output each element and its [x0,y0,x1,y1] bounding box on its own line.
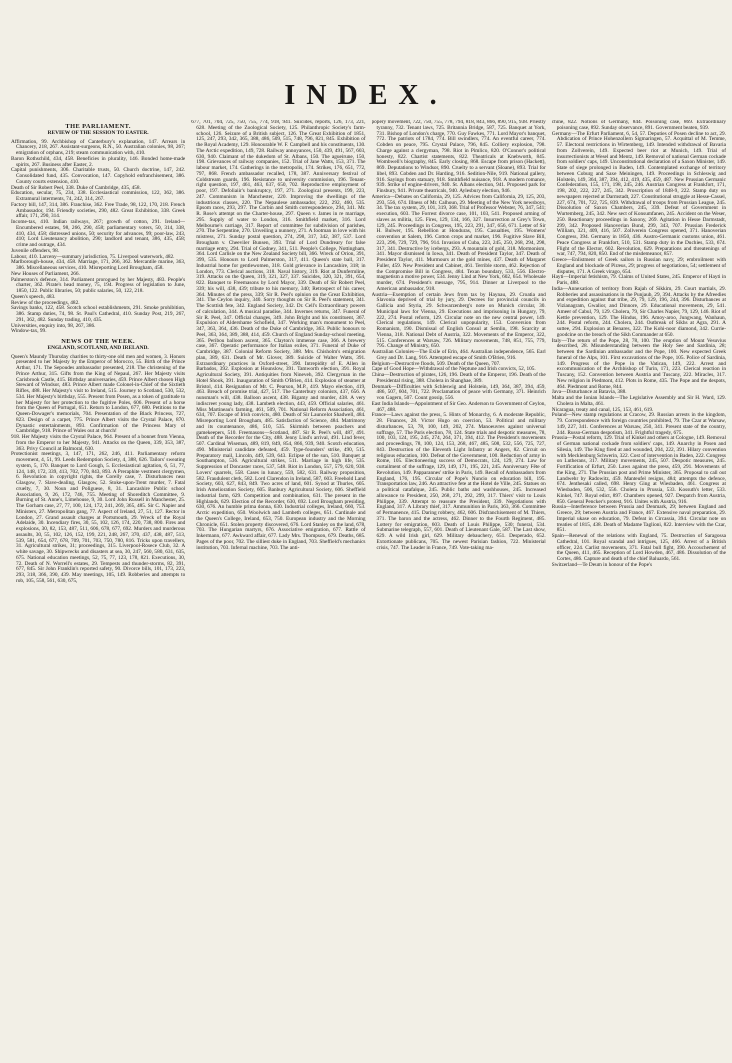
index-entry: Poland—New stamp regulations at Cracow, 29. Russian arrests in the kingdom, 79. Correspondence with foreign countries prohibited, 79. The Czar at Warsaw, 149, 227, 341. Conferences at Warsaw, 250, 341. Present state of the country, 244. Russo-German despotism, 341. Frightful tragedy, 675. [551,412,726,436]
index-entry: Education, secular, 75, 234, 338. Ecclesiastical commission, 122, 362, 386. Extramural interments, 74, 242, 314, 267. [11,190,186,202]
index-entry: East India Islands—Appointment of Sir Geo. Anderson to Government of Ceylon, 467, 488. [371,400,546,413]
index-entry: America—Debates on California, 29, 125. Advices from California, 29, 125, 203, 293, 556, 674. Illness of Mr. Calhoun, 29. Meeting of the New York newsboys, 34. The tax system, 29, 101, 319, 368. Trial of Professor Webster, 76, 347, 541; execution, 603. The Forrest divorce case, 101, 103, 541. Proposed arming of slaves as militia, 125. Fires, 129, 134, 166, 327. Insurrection at Grey's Town, 129, 245. Proceedings in Congress, 195, 223, 291, 347, 656, 671. Letter of Sir H. Bulwer, 195. Rebellion at Honduras, 195. Casualties, 195. Womens' convention at Salem, 196. Cotton crops and market, 196. Fugitive Slave Bill, 223, 296, 729, 729, 796, 914. Invasion of Cuba, 223, 245, 250, 268, 294, 298, 317, 341. Destructive by icebergs, 293. A mountain of gold, 318. Mormonism, 341. Mayor dismissed in Iowa, 341. Death of President Taylor, 347. Death of President Taylor, 411. Murmours at the gold mines, 437. Death of Margaret Fuller, 459. New President and Cabinet, 461. Terrible storm, 462. Rejection of the Compromise Bill in Congress, 484. Texan boundary, 533, 556. Electro-magnetism a motive power, 534. Jenny Lind at New York, 602, 654. Wholesale murder, 674. President's message, 795, 914. Dinner at Liverpool to the American ambassador, 918. [371,193,546,292]
index-entry: Protectionist meetings, 3, 147, 171, 262, 246, 411. Parliamentary reform movement, 4, 51, 99. Leeds Redemption Society, 4, 388, 626. Tailors' sweating system, 5, 170. Banquet to Lord Gough, 5. Ecclesiastical agitation, 6, 51, 77, 124, 148, 172, 339, 413, 702, 770, 843, 893. A Preraphite vestment clergymen, 6. Revolution in copyright rights, the Corelly case, 7. Disturbances near Glasgow, 7. Slave-dealing, Glasgow, 52. Stoke-upon-Trent murder, 7. Fatal cruelty, 7, 30. Noun and Poliguese, 8, 31. Lancashire Public school Association, 9, 26, 172, 746, 755. Meeting of Shoreditch Committee, 9. Burning of St. Anne's, Limehouse, 9, 30. Lord John Russell in Manchester, 25. The Gorham case, 27, 77, 100, 124, 172, 241, 269, 365, 485. Sir C. Napier and Ministers, 27. Metropolitan gang, 77. Aspect of Ireland, 27, 51, 127. Rector in London, 27. Grand assault charges at Portsmouth, 29. Wreck of the Royal Adelaide, 30. Incendiary fires, 30, 55, 102, 126, 174, 220, 738, 800. Fires and explosions, 30, 82, 153, 487, 511, 606, 678, 677, 692. Murders and murderous assaults, 30, 55, 102, 126, 152, 199, 221, 248, 267, 370, 437, 438, 487, 513, 539, 581, 654, 677, 678, 709, 701, 703, 750, 780, 816. Tricks upon travellers, 31. Agricultural strikes, 31; proceedings, 315. Liverpool-Rosece Club, 32. A white savage, 30. Shipwrecks and disasters at sea, 30, 247, 560, 580, 631, 635, 675. National education meetings, 52, 75, 77, 123, 178, 821. Executions, 30, 72. Death of N. Worrell's estates, 29. Tempests and thunder-storms, 82, 391, 677, 845. Sir John Franklin's reported safety, 90. Divorce bills, 101, 173, 223, 293, 318, 366, 390, 439. May meetings, 105, 149. Robberies and attempts to rob, 105, 558, 561, 630, 675, [11,451,186,584]
index-entry: Window-tax, 99. [11,328,47,335]
index-entry: popery movement, 722, 750, 755, 778, 794, 818, 843, 866, 890, 915, 938. Priestly tyranny, 732. Tenant laws, 725. Britannia Bridge, 587, 725. Banquet at York, 731. Bishop of London's charge, 770. Guy Fawkes, 771. Lord Mayor's banquet, 772. The patriots of 1784, 774. Bill swindlers, 774. An eventful career, 774. Cobden on peace, 795. Crystal Palace, 796, 845. Colliery explosion, 798. Charge against a clergyman, 798. Riot in Pimlico, 820. O'Connor's political honesty, 822. Chartist statements, 822. Theatricals at Knebworth, 845. Wombwell's biography, 845. Early closing, 868. Escape from prison (Hackett), 869. Deputations to Windsor, 890. Cruelty to a servant (Sloane), 893. Trial for libel, 893. Cobden and Dr. Harding, 916. Sedition-Nile, 919. National gallery, 916. Sayings from statuary, 918. Smithfield nuisance, 918. A modern romance, 939. Strike of engine-drivers, 940. St. Albans election, 941. Proposed park for Finsbury, 941. Private theatricals, 940. Aylesbury election, 946. [371,120,546,194]
page-title: INDEX. [284,80,448,111]
index-entry: 918. Her Majesty visits the Crystal Palace, 964. Present of a bonnet from Vienna, from the Emperor to her Majesty, 941. Attacks on the Queen, 339, 353, 387, 363. Privy Council at Balmoral, 630. [11,434,186,452]
index-entry: Russia—Interference between Prussia and Denmark, 29; between England and Greece, 29; between Austria and France, 467. Extensive naval preparation, 29. Imperial ukase on education, 79. Defeat in Circassia, 394. Circular note on treaties of 1815, 438. Death of Madame Taglioni, 822. Interview with the Czar, 851. [551,504,726,534]
index-column-3 [372,120,546,1058]
index-entry: Baron Rothschild, 434, 458. Beneficies in plurality, 146. Bonded home-made spirits, 267. Business after Easter, 2. [11,155,186,168]
index-entry: New Houses of Parliament, 266. [11,270,80,277]
index-entry: Juvenile offenders, 98. [11,247,60,254]
index-entry: Australian Colonies—The Exile of Erin, 464. Australian independence, 565. Earl Grey and Dr. Lang, 916. Attempted escape of Smith O'Brien, 916. [371,349,546,361]
index-entry: Switzerland—Te Deum in honour of the Pope's [551,561,653,568]
subsection-heading: ENGLAND, SCOTLAND, AND IRELAND. [47,344,149,351]
index-entry: Java—Disturbance at Batavia, 388. [551,389,627,396]
index-entry: Marlborough-house, 434, 458. Marriage, 171, 266, 362. Mercantile marine, 363, 386. Miscellaneous services, 410. Misreporting Lord Brougham, 458. [11,259,186,271]
index-entry: Affirmation, 99. Archbishop of Canterbury's explanation, 147. Arrears in Chancery, 218, 267. Assistant-surgeons, R.N., 50. Australian colonies, 98, 267; emigration of orphans, 219; steam communication with, 410. [11,138,186,156]
index-entry: Greece—Enlistment of Greek sailors in Russian navy, 29; embroilment with England and blockade of Piræus, 29; progress of negotiations, 54; settlement of disputes, 171. A Greek virago, 654. [551,257,726,275]
index-entry: Spain—Renewal of the relations with England, 75. Destruction of Saragossa Cathedral, 101. Royal scandal and intrigues, 125, 466. Arrest of a British officer, 224. Carlist movements, 371. Fatal bull fight, 390. Accouchement of the Queen, 411, 465. Reception of Lord Howden, 467, 486. Dissolution of the Cortes, 486. Capture and death of the chief Baluardo, 561. [551,533,726,562]
index-entry: Prussia—Postal reform, 129. Trial of Kinkel and others at Cologne, 149. Removal of German national cockade from soldiers' caps, 149. Anarchy in Posen and Silesia, 149. The King fired at and wounded, 204, 222, 391. Hilary convention with Mecklenburg Schwerin, 322. Cost of intervention in Baden, 222. Congress on Lutherans, 317. Military movements, 245, 507. Despotic measures, 245. Fortification of Erfurt, 250. Laws against the press, 459, 291. Movements of the King, 271. The Prussian post and Prime Minister, 365. Proposal to call out Landwehr by Radowitz, 459. Manteufel resigns, 484; attempts the defence, 674. Jenthesaki called, 698. Henry Ging at Wiesbaden, 461. Congress at Wiesbaden, 506, 532, 556. Cholera in Prussia, 533. Kossuth's letter, 533. Kinkel, 747. Royal edict, 897. Chambers opened, 927. Despatch from Austria, 850. General Pencker's protest, 916. Unites with Austria, 916. [551,435,726,505]
index-entry: chine, 822. Notions of Germany, 844. Poisoning case, 869. Extraordinary poisoning case, 892. Sunday observance, 891. Government beaten, 939. [551,120,726,131]
section-heading: NEWS OF THE WEEK. [61,338,136,345]
index-entry: Queen's speech, 483. [11,293,56,300]
index-entry: Universities, enquiry into, 98, 267, 386. [11,322,96,329]
index-entry: France—Laws against the press, 5. Hints of Monarchy, 6. A moderate Republic, 28. Finances, 28. Victor Hugo on coercion, 53. Political and military disturbances, 53, 78, 100, 149, 202, 274. Manoeuvres against universal suffrage, 57. The Paris election, 78, 124. State trials and despotic measures, 78, 100, 103, 124, 195, 245, 274, 264, 371, 394, 412. The President's movements and proceedings, 78, 100, 124, 153, 268, 467, 485, 508, 532, 556, 725, 727, 843. Destruction of the Eleventh Light Infantry at Angers, 82. Circuit on religious education, 100. Defeat of the Government, 100. Reduction of army in Rome, 105. Electioneering success of Democrats, 124, 129, 274. Law for curtailment of the suffrage, 129, 149, 171, 195, 221, 245. Anniversary Fête of Revolution, 149. Papparannes' strike in Paris, 149. Recall of Ambassadors from England, 176, 195. Circular of Pope's Nuncio on education bill, 195. Transportation law, 246. An attractive fete at the Hotel de Ville, 245. Statues on a political catafalque, 245. Public baths and washhouses, 245. Increased allowance to President, 250, 268, 271, 292, 299, 317. Thiers' visit to Louis Philippe, 339. Attempt to reassure the President, 339. Negotiations with England, 317. A Library thief, 317. Ammunition in Paris, 363, 366. Committee of Permanence, 415. Daring robbery, 462, 606. Disfranchisement of M. Thiers, 371. The baron and the actress, 462. Dinner to the Fourth Regiment, 485. Lottery for emigration, 603. Death of Louis Philippe, 530; funeral, 534. Submarine telegraph, 557, 601. Death of Lieutenant Gale, 587. The Last show, 629. A wild Irish girl, 629. Military debauchery, 651. Desperado, 652. Extortionate publicans, 705. The newest Parisian fashion, 722. Ministerial crisis, 747. The Leader in France, 749. Vote-taking ma- [371,412,546,551]
index-entry: India—Annexation of territory from Rajah of Sikkim, 29. Court martials, 29. Robberies and assassinations in the Punjaub, 29, 394. Attacks by the Afreedies and expedition against that tribe, 29, 79, 129, 196, 244, 396. Disturbances at Vizianagram, Gwalior, and Dinnore, 29. Educational movements, 29, 541. Ameer of Cabul, 79, 129. Cholera, 79, Sir Charles Napier, 79, 129, 146. Riot of Kettle prevention, 129. The Hindus, 196. Amoy-aroo, Jungwang, Wanhaun, 244. Postal reform, 244. Cholera, 244. Outbreak of Sikhs at Agra, 291. A suttee, 294. Explosion at Benares, 322. The Kohi-noor diamond, 342. Currie-goodcine on the breach of the Sikh Commander at 650. [551,285,726,338]
index-entry: Queen's Maundy Thursday charities to thirty-one old men and women, 3. Honors presented to her Majesty by the Emperor of Morocco, 55. Birth of the Prince Arthur, 171. The Sepoudes ambassador presented, 218. The christening of the Prince Arthur, 315. Gifts from the King of Nepaul, 267. Her Majesty visits Carisbrook Castle, 415. Birthday anniversaries, 459. Prince Albert chosen High Steward of Windsor, 483. Prince Albert made Colonel-in-Chief of the Sixtieth Rifles, 488. Her Majesty's visit to Ireland, 515. Journey to Scotland, 530, 532, 534. Her Majesty's birthday, 555. Present from Posen, as a token of gratitude to her Majesty for her protection to the fugitive Poles, 606. Present of a horse from the Queen of Portugal, 651. Return to London, 677, 680. Petitions to the Queen-Dowager's memorials, 704. Presentation of the Black Princess, 727, 823. Design of a carpet, 775. Prince Albert visits the Crystal Palace, 870. Dynastic entertainments, 893. Confirmation of the Princess Mary of Cambridge, 918. Prince of Wales out at church! [11,353,186,435]
index-column-1 [11,120,185,1058]
index-column-4 [552,120,726,1058]
subsection-heading: REVIEW OF THE SESSION TO EASTER. [47,129,149,136]
index-entry: Malta and the Ionian Islands—The Legislative Assembly and Sir H. Ward, 129. Cholera in Malta, 461. [551,395,726,407]
index-entry: Germany—The Erfurt Parliament, 6, 54, 57. Deputies of Posen decline to act, 29. Abdication of Prince Hohenzollern Sigmaringen, 57. Acquittal of M. Temme, 57. Electoral restrictions in Wirtemberg, 149. Intended withdrawal of Bavaria from Zollverein, 149. Expected beer riot at Munich, 149. Trial of insurrectionists at Wesel and Mentz, 149. Removal of national German cockade from soldiers' caps, 149. Unconstitutional declaration of a Saxon Minister, 149. State of siege prolonged in Baden, 149. Contemplated exchange of territory between Coburg and Saxe Meiningen, 149. Proceedings in Schleswig and Holstein, 149, 364, 387, 394, 412, 419, 435, 459, 487. New Prussian Germanic Confederation, 155, 171, 198, 245, 246. Austrian Congress at Frankfort, 171, 198, 202, 222, 227, 245, 342. Proscription of 1848-9, 222. Stamp duty on newspapers rejected at Darmstadt, 227. Constitutional struggle at Hesse-Cassel, 227, 674, 701, 722, 725, 839. Withdrawal of troops from Prussian League, 245. Dissolution of Saxon Chambers, 245, 339. Defeat of Government in Wurtemberg, 245, 342. New sect of Konsumfanen, 245. Accident on the Weser, 250. Reactionary proceedings in Saxony, 269. Agitation in Hesse Darmstadt, 299, 342. Proposed Hanoverian Bund, 299, 343, 707. Prussian Frederick William, 321, 409, 416, 507. Zollverein Congress opened, 371. Hanoverian Congress, 394. Germany in 1850, 436. Austro-Germanic customs union, 461. Peace Congress at Frankfort, 510, 531. Stamp duty in the Duchies, 533, 674. Flight of the Elector, 602. Revolution, 629. Preparations and threatenings of war, 747, 794, 820, 850. End of the misdemeanor, 857. [551,130,726,258]
index-entry: Italy—The return of the Pope, 28, 78, 100. The eruption of Mount Vesuvius described, 28. Misunderstanding between the Holy See and Sardinia, 28; between the Sardinian ambassador and the Pope, 100. New expected Greek funeral of the Alps, 101. First excavations of the Pope, 105. Police of Sardinia, 149. Progress of the Pope in the Vatican, 149, 222. Arrest and excommunication of the Archbishop of Turin, 171, 223. Clerical reaction in Tuscany, 152. Convention between Austria and Tuscany, 222. Miracles, 317. New religion in Piedmont, 412. Plots in Rome, 435. The Pope and the despots, 464. Piedmont and Rome, 844. [551,337,726,390]
index-entry: Belgium—Destructive floods, 509. Death of the Queen, 707. [371,360,501,367]
index-entry: Austria—Exemption of certain Jews from tax by Haynau, 29. Croatia and Slavonia deprived of trial by jury, 29. Decrees for provincial councils in Gallicia and Styria, 29. Schwarzenberg's note on Munich circular, 30. Municipal laws for Vienna, 29. Executions and imprisoning in Hungary, 79, 222, 274. Postal reform, 129. Circular note on the new central power, 149. Clerical regulations, 149. Clerical unpopularity, 153. Conversion from Romanism, 190. Dismissal of English Consul at Semlin, 198. Scarcity at Vienna, 318. National Debt of Austria, 322. Movements of the Emperor, 322, 515. Conferences at Warsaw, 726. Military movements, 748, 851, 755, 779, 795. Change of Ministry, 650. [371,291,546,350]
index-entry: Savings banks, 122, 458. Scotch school establishments, 291. Smoke prohibition, 386. Stamp duties, 74, 98. St. Paul's Cathedral, 410. Sunday Post, 219, 267, 291, 362, 482. Sunday trading, 410, 435. [11,305,186,323]
index-entry: Capital punishments, 306. Charitable trusts, 50. Church doctrine, 147, 242. Consolidated fund, 435. Convocation, 147. Copyhold enfranchisement, 386. County courts extension, 410. [11,167,186,185]
index-entry: Denmark—Difficulties with Schleswig and Holstein, 149, 364, 387, 394, 459, 486, 507, 604, 701, 722. Proclamation of peace with Germany, 371. Heinrich von Gagern, 507. Count gossip, 556. [371,383,546,401]
index-entry: Death of Sir Robert Peel, 338. Duke of Cambridge, 435, 458. [11,184,141,191]
index-column-2 [191,120,365,1058]
index-entry: China—Destruction of pirates, 126, 196. Death of the Emperor, 196. Death of the Presidental rising, 388. Cholera in Shanghae, 389. [371,372,546,384]
index-entry: 677, 701, 704, 725, 750, 755, 774, 918, 941. Suicides, reports, 126, 173, 221, 628. Meeting of the Zoological Society, 125. Philanthropic Society's farm-school, 126. Seizure of a British subject, 126. The Great Exhibition of 1851, 125, 247, 293, 342, 365, 388, 486, 509, 515, 748, 796, 821, 845. Exhibition of the Royal Academy, 129. Honourable W. F. Campbell and his constituents, 130. The Arctic expedition, 149, 728. Railway annoyances, 150, 439, 491, 567, 603, 630, 940. Claimant of the dukedom of St. Albans, 150. The agueirune, 150, 198. Grievances of railway companies, 152. Trial of Jane Watts, 153, 371. The labour market, 174. Gatherings in the metropolis, 174. Strikes, 176, 651, 772, 797, 868. French ambassador recalled, 178, 387. Anniversary festival of Coldstream guards, 196. Resistance to university commission, 196. Tenant-right question, 197, 461, 463, 637, 650, 702. Reproductive employment of poor, 197. Defoliaiir's bankruptcy, 197, 271. Zoological presents, 199, 223, 247. Communism in Manchester, 220. Improving the dwellings of the industrious classes, 220. The Nepaulese ambassador, 222, 292, 460, 535. Epsom races, 293, 297. The Corbin and Smith correspondence, 294, 341. Mr. R. Rose's attempt on the Charter-house, 297. Queen v. James in re marriage, 295. Supply of water to London, 316. Smithfield market, 316. Lord Melbourne's carriage, 317. Report of committee for subdivision of parishes, 270. The Serpentine, 270. Unveiling a nunnery, 271. A footman in love with his mistress, 271. Sunday postal question, 274, 298, 317, 342, 387, 537. Lord Brougham v. Cheeviler Bunsen, 393. Trial of Lord Dundreary for false marriage entry, 294. Trial of Godney, 341, 511. People's College, Nottingham, 364. Lord Carlisle on the New Zealand Society bill, 366. Wreck of Orion, 391, 399, 535. Honours to Lord Palmerston, 317, 411. Queen's state ball, 317. Industrial home for gentlewomen, 318. Gold grievance in Lancashire, 318; in London, 773. Clerical auctions, 318. Naval history, 319. Riot at Dunfermline, 319. Attacks on the Queen, 319, 321, 327, 337. Suicides, 320, 321, 391, 654, 822. Banquet to Freemasons by Lord Mayor, 339. Death of Sir Robert Peel, 339; his will, 438, 439; tribute to his memory, 340; Retrospect of his career, 364. Minutes of the press, 339; Sir R. Peel's opinion on the Great Exhibition, 341. The Ceylon inquiry, 340. Sorry thoughts on Sir R. Peel's statement, 341. The Scottish fete, 342. England Society, 342. Dr. Cell's Extraordinary powers of calculation, 344. A musical paradise, 344. Invernes returns, 347. Funeral of Sir R. Peel, 347. Official changes, 349. John Bright and his constituent, 367. Expulsion of Aldershame Schofield, 347. Working man's monument to Peel, 347, 363, 364, 436. Death of the Duke of Cambridge, 363. Public honours to Peel, 363, 364, 389, 388, 414, 459. Church of England Sunday-school meeting, 365. Peribou balloon ascent, 365. Clayton's immense case, 366. A brewery case, 367. Operatic performance for Italian exiles, 371. Funeral of Duke of Cambridge, 387. Colonial Reform Society, 388. Mrs. Chisholm's emigration plan, 389, 631. Death of Mr. Glover, 389. Suicide of Walter Watts, 391. Extraordinary practices in Oxford-street, 390. Intrepidity of E. Allen in Barbados, 392. Explosion at Hounslow, 391. Tamworth election, 391. Royal Agricultural Society, 391. Antiquities from Nineveh, 392. Clergyman in the Hotel Shook, 391. Inauguration of Smith O'Brien, 414. Explosion of steamer at Bristol, 414. Resignation of Mr. C. Pearson, M.P., 419. Mayo election, 419, 463. Breach of promise trial, 427, 517. The Canterbury colonists, 437, 656. A nunsman's will, 438. Balloon ascent, 438. Bigamy and murder, 438. A very indiscreet young lady, 438. Lambeth election, 443, 459. Official salaries, 461. Miss Martineau's farming, 461, 509, 701. National Reform Association, 461, 634, 707. Escape of Irish convicts, 480. Death of Sir Launcelot Shadwell, 484. Misreporting Lord Brougham, 485. Satisfaction of Science, 484. Matrimony and its countenance, 486, 510, 535. Skirmish between poachers and gamekeepers, 510. Freemasons—Scotland, 487. Sir R. Peel's will, 487, 491. Death of the Recorder for the City, 488. Jenny Lind's arrival, 491. Lind fever, 507. Cardinal Wiseman, 489, 819, 849, 854, 866, 939, 940. Scotch education, 490. Ministerial candidate defeated, 459. Type-founders' strike, 490, 515. Preparatory mail, Lincoln, 449, 539, 643. Eclipse of the sun, 510. Banquet at Southampton, 536. Agricultural strikes, 511. Marriage in high life, 535. Suppression of Doncaster races, 537, 548. Riot in London, 557, 579, 620, 938. Lovers' quarrels, 558. Cases in lunacy, 559, 582, 631. Railway proposition, 582. Fraudulent clerk, 582. Lord Clarendon in Ireland, 587, 603. Freehold Land Society, 603, 627, 843, 849. Two acres of land, 601. Synod at Thurles, 605. Irish Amelioration Society, 605. Banbury Agricultural Society, 606. Sheffield industrial farm, 629. Competition and combination, 631. The present in the Highlands, 629. Election of the Recorder, 630, 692. Lord Brougham presiding, 630, 676. An humble prima donna, 630. Industrial colleges, Ireland, 660, 753. Arctic expedition, 650. Woolwich and Lambeth colleges, 651. Cardinale and the Queen's College, Ireland, 653, 750. European industry and the Morning Chronicle, 651. Stolen property discovered, 676. Lord Stanley on the land, 678, 703. The Hungarian martyrs, 676. Associative emigration, 677. Rattle of Inkermann, 677. Awkward affair, 677. Lady Mrs. Thompson, 679. Deaths, 685. Pages of the poor, 702. The silliest duke in England, 703. Sheffield's mechanics institution, 703. Infernal machine, 703. The anti- [191,120,366,551]
index-columns [11,120,726,1058]
index-entry: Review of the proceedings, 482. [11,299,80,306]
index-entry: Income-tax, 410. Indian railways, 267; growth of cotton, 291. Ireland—Encumbered estates, 98, 266, 290, 458; parliamentary voters, 50, 314, 338, 410, 434, 458; distressed unions, 50; security for advances, 99; poor-law, 243, 410; Lord Lieutenancy abolition, 290; landlord and tenant, 386, 435, 458; crime and outrage, 434. [11,219,186,248]
index-entry: Palmerston's defence, 314. Parliament prorogued by her Majesty, 483. People's charter, 362. Pirate's head money, 75, 194. Progress of legislation to June, 1850, 122. Public libraries, 50; public salaries, 50, 122, 218. [11,276,186,294]
index-entry: Hayti—Imperial fetishism, 79. Claims of United States, 245. Emperor of Hayti in Paris, 488. [551,274,726,286]
index-entry: Nicaragua, treaty and canal, 125, 153, 461, 619. [551,406,654,413]
section-heading: THE PARLIAMENT. [65,123,131,130]
index-entry: Factory bill, 147, 314, 386. Franchise, 362. Free Trade, 98, 122, 170, 218. French Ambassador, 194. Friendly societies, 290, 482. Great Exhibition, 338. Greek affair, 171, 290, 314. [11,201,186,220]
index-entry: Labour, 410. Larceny—summary jurisdiction, 75. Liverpool waterwork, 482. [11,253,175,260]
index-entry: Cape of Good Hope—Withdrawal of the Neptune and Irish convicts, 52, 105. [371,366,536,373]
